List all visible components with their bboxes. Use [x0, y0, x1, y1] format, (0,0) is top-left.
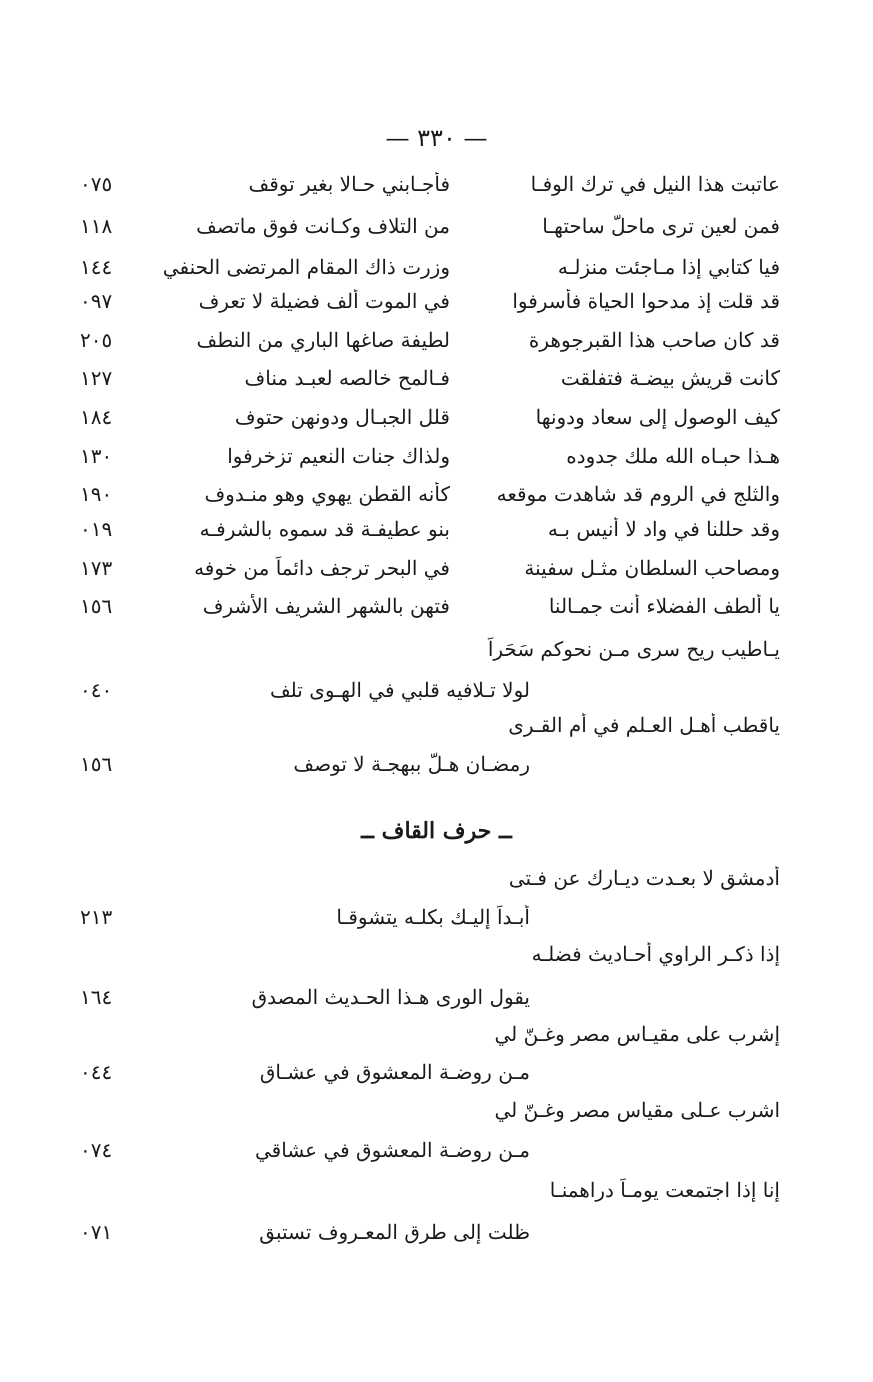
first-hemistich: يـاطيب ريح سرى مـن نحوكم سَحَراً	[487, 637, 780, 661]
page-number: — ٣٣٠ —	[385, 124, 488, 152]
second-hemistich: ظلت إلى طرق المعـروف تستبق	[259, 1220, 530, 1244]
second-hemistich: فتهن بالشهر الشريف الأشرف	[202, 594, 450, 618]
first-hemistich: ومصاحب السلطان مثـل سفينة	[524, 556, 780, 580]
verse-line-first	[80, 1178, 780, 1216]
second-hemistich: بنو عطيفـة قد سموه بالشرفـه	[199, 517, 450, 541]
first-hemistich: إشرب على مقيـاس مصر وغـنّ لي	[494, 1022, 780, 1046]
verse-line-second	[80, 905, 780, 943]
verse-row	[80, 255, 780, 293]
second-hemistich: ولذاك جنات النعيم تزخرفوا	[227, 444, 450, 468]
page-reference: ١٩٠	[80, 482, 113, 506]
second-hemistich: فأجـابني حـالا بغير توقف	[248, 172, 450, 196]
verse-row	[80, 289, 780, 327]
second-hemistich: وزرت ذاك المقام المرتضى الحنفي	[162, 255, 450, 279]
first-hemistich: عاتبت هذا النيل في ترك الوفـا	[530, 172, 780, 196]
first-hemistich: وقد حللنا في واد لا أنيس بـه	[547, 517, 780, 541]
first-hemistich: هـذا حبـاه الله ملك جدوده	[566, 444, 780, 468]
page-reference: ١٦٤	[80, 985, 113, 1009]
first-hemistich: والثلج في الروم قد شاهدت موقعه	[496, 482, 780, 506]
verse-line-second	[80, 678, 780, 716]
first-hemistich: إذا ذكـر الراوي أحـاديث فضلـه	[531, 942, 780, 966]
second-hemistich: قلل الجبـال ودونهن حتوف	[234, 405, 450, 429]
page-reference: ٠٧٥	[80, 172, 113, 196]
verse-row	[80, 444, 780, 482]
page-reference: ٠٩٧	[80, 289, 113, 313]
page-reference: ١٥٦	[80, 752, 113, 776]
page-reference: ١٤٤	[80, 255, 113, 279]
verse-line-second	[80, 1138, 780, 1176]
second-hemistich: كأنه القطن يهوي وهو منـدوف	[204, 482, 450, 506]
second-hemistich: في البحر ترجف دائماً من خوفه	[194, 556, 450, 580]
page-reference: ٠٧٤	[80, 1138, 113, 1162]
verse-row	[80, 172, 780, 210]
first-hemistich: إنا إذا اجتمعت يومـاً دراهمنـا	[549, 1178, 780, 1202]
page-reference: ٠١٩	[80, 517, 113, 541]
page-reference: ٠٧١	[80, 1220, 113, 1244]
page-reference: ٠٤٤	[80, 1060, 113, 1084]
page-reference: ١١٨	[80, 214, 113, 238]
verse-line-first	[80, 713, 780, 751]
first-hemistich: اشرب عـلى مقياس مصر وغـنّ لي	[494, 1098, 780, 1122]
second-hemistich: مـن روضـة المعشوق في عشاقي	[255, 1138, 530, 1162]
verse-line-second	[80, 752, 780, 790]
verse-row	[80, 482, 780, 520]
first-hemistich: فمن لعين ترى ماحلّ ساحتهـا	[542, 214, 780, 238]
page-reference: ٠٤٠	[80, 678, 113, 702]
verse-row	[80, 214, 780, 252]
page-reference: ١٣٠	[80, 444, 113, 468]
verse-line-first	[80, 942, 780, 980]
verse-line-second	[80, 985, 780, 1023]
second-hemistich: يقول الورى هـذا الحـديث المصدق	[251, 985, 530, 1009]
second-hemistich: في الموت ألف فضيلة لا تعرف	[198, 289, 450, 313]
first-hemistich: ياقطب أهـل العـلم في أم القـرى	[508, 713, 780, 737]
second-hemistich: أبـداً إليـك بكلـه يتشوقـا	[336, 905, 530, 929]
first-hemistich: فيا كتابي إذا مـاجئت منزلـه	[557, 255, 780, 279]
first-hemistich: كيف الوصول إلى سعاد ودونها	[535, 405, 780, 429]
verse-row	[80, 517, 780, 555]
second-hemistich: لولا تـلافيه قلبي في الهـوى تلف	[269, 678, 530, 702]
second-hemistich: من التلاف وكـانت فوق ماتصف	[196, 214, 450, 238]
first-hemistich: أدمشق لا بعـدت ديـارك عن فـتى	[508, 866, 780, 890]
verse-line-second	[80, 1060, 780, 1098]
verse-line-first	[80, 637, 780, 675]
page-reference: ١٢٧	[80, 366, 113, 390]
verse-row	[80, 556, 780, 594]
verse-row	[80, 328, 780, 366]
second-hemistich: فـالمح خالصه لعبـد مناف	[244, 366, 450, 390]
verse-row	[80, 405, 780, 443]
first-hemistich: كانت قريش بيضـة فتفلقت	[560, 366, 780, 390]
verse-row	[80, 594, 780, 632]
verse-line-second	[80, 1220, 780, 1258]
verse-line-first	[80, 866, 780, 904]
section-title: ــ حرف القاف ــ	[361, 818, 512, 844]
page-reference: ١٥٦	[80, 594, 113, 618]
page-reference: ١٧٣	[80, 556, 113, 580]
first-hemistich: يا ألطف الفضلاء أنت جمـالنا	[548, 594, 780, 618]
second-hemistich: مـن روضـة المعشوق في عشـاق	[259, 1060, 530, 1084]
page-reference: ٢١٣	[80, 905, 113, 929]
verse-line-first	[80, 1022, 780, 1060]
page-reference: ١٨٤	[80, 405, 113, 429]
second-hemistich: لطيفة صاغها الباري من النطف	[196, 328, 450, 352]
verse-line-first	[80, 1098, 780, 1136]
first-hemistich: قد كان صاحب هذا القبرجوهرة	[528, 328, 780, 352]
page-reference: ٢٠٥	[80, 328, 113, 352]
first-hemistich: قد قلت إذ مدحوا الحياة فأسرفوا	[512, 289, 780, 313]
second-hemistich: رمضـان هـلّ ببهجـة لا توصف	[293, 752, 530, 776]
verse-row	[80, 366, 780, 404]
